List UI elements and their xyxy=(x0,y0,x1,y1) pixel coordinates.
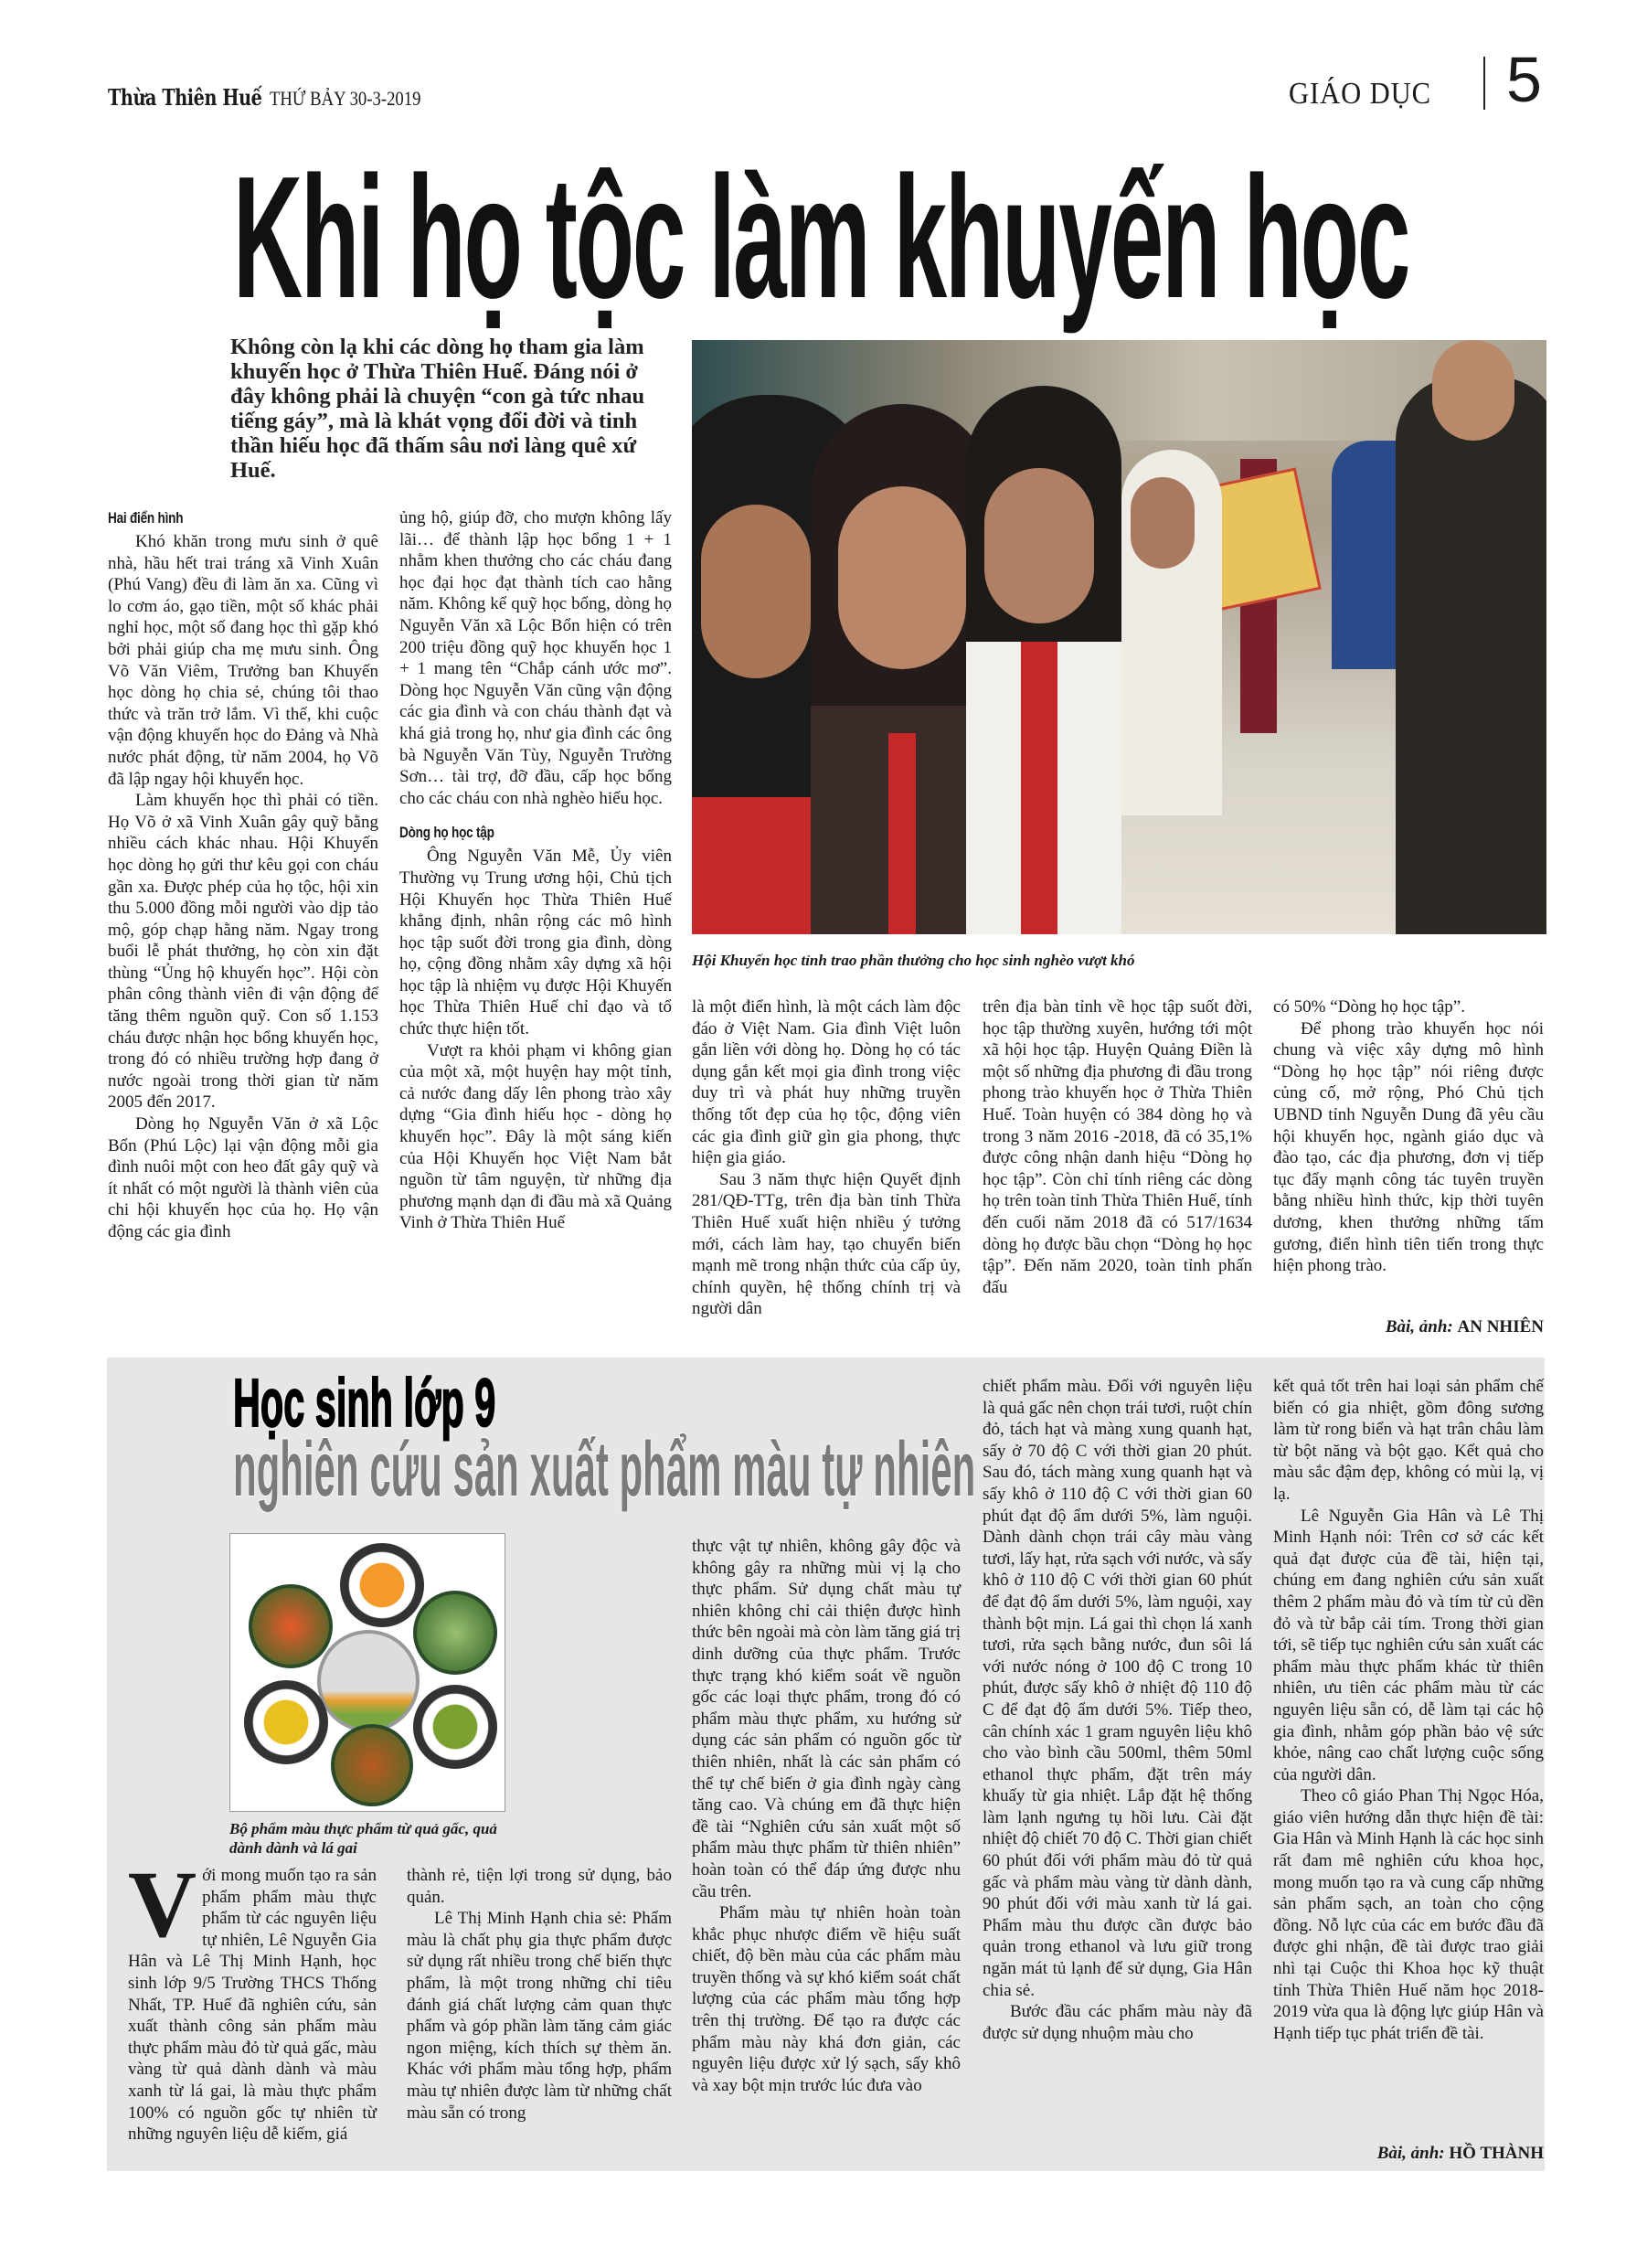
subheading: Hai điển hình xyxy=(108,509,184,527)
header-divider xyxy=(1483,57,1485,110)
paragraph: ủng hộ, giúp đỡ, cho mượn không lấy lãi… để thành lập học bổng 1 + 1 nhằm khen thưởng cho các cháu đang học đại học đạt thành tích cao hằng năm. Không kể quỹ học bổng, dòng họ Nguyễn Văn xã Lộc Bổn hiện có trên 200 triệu đồng quỹ học khuyến học 1 + 1 mang tên “Chắp cánh ước mơ”. Dòng học Nguyễn Văn cũng vận động các gia đình và con cháu thành đạt và khá giả trong họ, như gia đình các ông bà Nguyễn Văn Tùy, Nguyễn Trường Sơn… tài trợ, đỡ đầu, cấp học bổng cho các cháu con nhà nghèo hiếu học. xyxy=(399,508,672,808)
article1-column-5 xyxy=(1273,996,1544,1277)
article2-column-1 xyxy=(128,1852,377,2146)
byline-author: HỒ THÀNH xyxy=(1449,2144,1544,2163)
byline-author: AN NHIÊN xyxy=(1457,1317,1544,1336)
byline-label: Bài, ảnh: xyxy=(1385,1317,1453,1336)
photo-caption: Hội Khuyến học tỉnh trao phần thưởng cho học sinh nghèo vượt khó xyxy=(692,952,1135,969)
paragraph: Sau 3 năm thực hiện Quyết định 281/QĐ-TTg, trên địa bàn tỉnh Thừa Thiên Huế xuất hiện nhiều ý tưởng mới, cách làm hay, tạo chuyển biến mạnh mẽ trong nhận thức của cấp ủy, chính quyền, hệ thống chính trị và người dân xyxy=(692,1169,961,1319)
paragraph: có 50% “Dòng họ học tập”. xyxy=(1273,997,1465,1017)
award-ceremony-photo xyxy=(692,340,1546,934)
paragraph: Dòng họ Nguyễn Văn ở xã Lộc Bổn (Phú Lộc) lại vận động mỗi gia đình nuôi một con heo đất gây quỹ và ít nhất có một người là thành viên của chi hội khuyến học của họ. Họ vận động các gia đình xyxy=(108,1114,378,1241)
article2-intro-text: ới mong muốn tạo ra sản phẩm phẩm màu thực phẩm từ các nguyên liệu tự nhiên, Lê Nguyễn Gia Hân và Lê Thị Minh Hạnh, học sinh lớp 9/5 Trường THCS Thống Nhất, TP. Huế đã nghiên cứu, sản xuất thành công sản phẩm màu thực phẩm màu đỏ từ quả gấc, màu vàng từ quả dành dành và màu xanh từ lá gai, là màu thực phẩm 100% có nguồn gốc tự nhiên từ những nguyên liệu dễ kiếm, giá xyxy=(128,1866,377,2145)
food-coloring-photo xyxy=(229,1533,505,1812)
paragraph: thực vật tự nhiên, không gây độc và không gây ra những mùi vị lạ cho thực phẩm. Sử dụng chất màu tự nhiên không chỉ cải thiện được hình thức bên ngoài mà còn làm tăng giá trị dinh dưỡng của thực phẩm. Trước thực trạng khó kiểm soát về nguồn gốc các loại thực phẩm, trong đó có phẩm màu thực phẩm, xu hướng sử dụng các sản phẩm có nguồn gốc từ thiên nhiên, nhất là các sản phẩm có thể tự chế biến ở gia đình ngày càng tăng cao. Và chúng em đã thực hiện đề tài “Nghiên cứu sản xuất một số phẩm màu thực phẩm từ thiên nhiên” hoàn toàn có thể đáp ứng được nhu cầu trên. xyxy=(692,1537,961,1901)
paragraph: là một điển hình, là một cách làm độc đáo ở Việt Nam. Gia đình Việt luôn gắn liền với dòng họ. Dòng họ có tác dụng gắn kết mọi gia đình trong việc duy trì và phát huy những truyền thống tốt đẹp của họ tộc, động viên các gia đình giữ gìn gia phong, thực hiện gia giáo. xyxy=(692,997,961,1168)
drop-cap: V xyxy=(128,1852,197,1957)
byline-label: Bài, ảnh: xyxy=(1376,2144,1445,2163)
article-lead: Không còn lạ khi các dòng họ tham gia làm khuyến học ở Thừa Thiên Huế. Đáng nói ở đây không phải là chuyện “con gà tức nhau tiếng gáy”, mà là khát vọng đổi đời và tinh thần hiếu học đã thấm sâu nơi làng quê xứ Huế. xyxy=(230,335,645,483)
article2-byline xyxy=(1273,2143,1544,2165)
paragraph: Lê Nguyễn Gia Hân và Lê Thị Minh Hạnh nói: Trên cơ sở các kết quả đạt được của đề tài, hiện tại, chúng em đang nghiên cứu sản xuất thêm 2 phẩm màu đỏ và tím từ củ dền đỏ và từ bắp cải tím. Trong thời gian tới, sẽ tiếp tục nghiên cứu sản xuất các phẩm màu thực phẩm khác từ thiên nhiên, ưu tiên các phẩm màu từ các nguyên liệu sẵn có, dễ làm tại các hộ gia đình, nhằm góp phần bảo vệ sức khỏe, nâng cao chất lượng cuộc sống của người dân. xyxy=(1273,1506,1544,1784)
paragraph: thành rẻ, tiện lợi trong sử dụng, bảo quản. xyxy=(407,1866,672,1907)
paragraph: Bước đầu các phẩm màu này đã được sử dụng nhuộm màu cho xyxy=(983,2002,1252,2043)
article2-title-line2: nghiên cứu sản xuất phẩm màu tự nhiên xyxy=(233,1426,976,1512)
paragraph: Khó khăn trong mưu sinh ở quê nhà, hầu hết trai tráng xã Vinh Xuân (Phú Vang) đều đi làm ăn xa. Cũng vì lo cơm áo, gạo tiền, một số khác phải nghỉ học, một số đang học thì gặp khó bởi phải giúp cha mẹ mưu sinh. Ông Võ Văn Viêm, Trưởng ban Khuyến học dòng họ chia sẻ, chúng tôi thao thức và trăn trở lắm. Vì thế, khi cuộc vận động khuyến học do Đảng và Nhà nước phát động, từ năm 2004, họ Võ đã lập ngay hội khuyến học. xyxy=(108,532,378,789)
paragraph: Làm khuyến học thì phải có tiền. Họ Võ ở xã Vinh Xuân gây quỹ bằng nhiều cách khác nhau. Hội Khuyến học dòng họ gửi thư kêu gọi con cháu gần xa. Được phép của họ tộc, hội xin thu 5.000 đồng mỗi người vào dịp tảo mộ, góp chạp hằng năm. Ngay trong buổi lễ phát thưởng, họ còn xin đặt thùng “Ủng hộ khuyến học”. Hội còn phân công thành viên đi vận động để tăng thêm nguồn quỹ. Con số 1.153 cháu được nhận học bổng khuyến học, trong đó có nhiều trường hợp đang ở nước ngoài trong thời gian từ năm 2005 đến 2017. xyxy=(108,791,378,1113)
paragraph: Ông Nguyễn Văn Mễ, Ủy viên Thường vụ Trung ương hội, Chủ tịch Hội Khuyến học Thừa Thiên Huế khẳng định, nhân rộng các mô hình học tập suốt đời trong gia đình, dòng họ, cộng đồng nhằm xây dựng xã hội học tập là nhiệm vụ được Hội Khuyến học Thừa Thiên Huế chỉ đạo và tổ chức thực hiện tốt. xyxy=(399,847,672,1039)
paragraph: Phẩm màu tự nhiên hoàn toàn khắc phục nhược điểm về hiệu suất chiết, độ bền màu của các phẩm màu truyền thống và sự khó kiểm soát chất lượng của các phẩm màu tổng hợp trên thị trường. Để tạo ra được các phẩm màu này khá đơn giản, các nguyên liệu được xử lý sạch, sấy khô và xay bột mịn trước lúc đưa vào xyxy=(692,1903,961,2095)
article2-column-2 xyxy=(407,1865,672,2124)
article2-title-line1: Học sinh lớp 9 xyxy=(233,1365,496,1441)
food-photo-caption: Bộ phẩm màu thực phẩm từ quả gấc, quả dành dành và lá gai xyxy=(229,1820,497,1857)
article1-column-2 xyxy=(399,507,672,1234)
masthead: Thừa Thiên Huế xyxy=(108,84,262,111)
article2-column-5 xyxy=(1273,1376,1544,2044)
article1-column-4 xyxy=(983,996,1252,1298)
issue-date: THỨ BẢY 30-3-2019 xyxy=(270,87,421,110)
subheading: Dòng họ học tập xyxy=(399,824,494,842)
paragraph: Để phong trào khuyến học nói chung và việc xây dựng mô hình “Dòng họ học tập” nói riêng được củng cố, mở rộng, Phó Chủ tịch UBND tỉnh Nguyễn Dung đã yêu cầu hội khuyến học, ngành giáo dục và đào tạo, các địa phương, đơn vị tiếp tục đẩy mạnh công tác tuyên truyền bằng nhiều hình thức, kịp thời tuyên dương, khen thưởng những tấm gương, điển hình tiên tiến trong thực hiện phong trào. xyxy=(1273,1018,1544,1276)
article-title: Khi họ tộc làm khuyến học xyxy=(233,141,1409,335)
article1-byline xyxy=(1273,1316,1544,1338)
article2-column-3 xyxy=(692,1536,961,2096)
paragraph: Lê Thị Minh Hạnh chia sẻ: Phẩm màu là chất phụ gia thực phẩm được sử dụng rất nhiều trong chế biến thực phẩm, là một trong những chỉ tiêu đánh giá chất lượng cảm quan thực phẩm và góp phần làm tăng cảm giác ngon miệng, kích thích sự thèm ăn. Khác với phẩm màu tổng hợp, phẩm màu tự nhiên được làm từ những chất màu sẵn có trong xyxy=(407,1909,672,2123)
paragraph: trên địa bàn tỉnh về học tập suốt đời, học tập thường xuyên, hướng tới một xã hội học tập. Huyện Quảng Điền là một số những địa phương đi đầu trong phong trào khuyến học ở Thừa Thiên Huế. Toàn huyện có 384 dòng họ và trong 3 năm 2016 -2018, đã có 35,1% được công nhận danh hiệu “Dòng họ học tập”. Còn chỉ tính riêng các dòng họ trên toàn tỉnh Thừa Thiên Huế, tính đến cuối năm 2018 đã có 517/1634 dòng họ được bầu chọn “Dòng họ học tập”. Đến năm 2020, toàn tỉnh phấn đấu xyxy=(983,997,1252,1297)
article2-column-4 xyxy=(983,1376,1252,2044)
paragraph: chiết phẩm màu. Đối với nguyên liệu là quả gấc nên chọn trái tươi, ruột chín đỏ, tách hạt và màng xung quanh hạt, sấy ở 70 độ C với thời gian 20 phút. Sau đó, tách màng xung quanh hạt và sấy khô ở 110 độ C với thời gian 60 phút đạt độ ẩm dưới 5%, làm nguội. Dành dành chọn trái cây màu vàng tươi, lấy hạt, rửa sạch với nước, và sấy khô ở 110 độ C với thời gian 60 phút để đạt độ ẩm dưới 5%, làm nguội, xay thành bột mịn. Lá gai thì chọn lá xanh tươi, rửa sạch bằng nước, đun sôi lá với nước nóng ở 100 độ C trong 10 phút, được sấy khô ở nhiệt độ 110 độ C để đạt độ ẩm dưới 5%. Tiếp theo, cân chính xác 1 gram nguyên liệu khô cho vào bình cầu 500ml, thêm 50ml ethanol thực phẩm, đặt trên máy khuấy từ gia nhiệt. Lắp đặt hệ thống làm lạnh ngưng tụ hồi lưu. Cài đặt nhiệt độ chiết 70 độ C. Thời gian chiết 60 phút đối với phẩm màu đỏ từ quả gấc và phẩm màu vàng từ dành dành, 90 phút đối với màu xanh từ lá gai. Phẩm màu thu được cần được bảo quản trong ethanol và lưu giữ trong ngăn mát tủ lạnh để sử dụng, Gia Hân chia sẻ. xyxy=(983,1377,1252,2000)
article1-column-1 xyxy=(108,507,378,1243)
page-number: 5 xyxy=(1506,44,1542,115)
article1-column-3 xyxy=(692,996,961,1320)
paragraph: Vượt ra khỏi phạm vi không gian của một xã, một huyện hay một tỉnh, cả nước đang dấy lên phong trào xây dựng “Gia đình hiếu học - dòng họ khuyến học”. Đây là một sáng kiến của Hội Khuyến học Việt Nam bắt nguồn từ tâm nguyện, từ những địa phương mạnh dạn đi đầu mà xã Quảng Vinh ở Thừa Thiên Huế xyxy=(399,1040,672,1233)
paragraph: kết quả tốt trên hai loại sản phẩm chế biến có gia nhiệt, gồm đông sương làm từ rong biển và hạt trân châu làm từ bột năng và bột gạo. Kết quả cho màu sắc đậm đẹp, không có mùi lạ, vị lạ. xyxy=(1273,1377,1544,1504)
section-name: GIÁO DỤC xyxy=(1289,77,1431,111)
paragraph: Theo cô giáo Phan Thị Ngọc Hóa, giáo viên hướng dẫn thực hiện đề tài: Gia Hân và Minh Hạnh là các học sinh rất đam mê nghiên cứu khoa học, mong muốn tạo ra và cung cấp những sản phẩm sạch, an toàn cho cộng đồng. Nỗ lực của các em bước đầu đã được ghi nhận, đề tài được trao giải nhì tại Cuộc thi Khoa học kỹ thuật tỉnh Thừa Thiên Huế năm học 2018-2019 vừa qua là động lực giúp Hân và Hạnh tiếp tục phát triển đề tài. xyxy=(1273,1786,1544,2043)
